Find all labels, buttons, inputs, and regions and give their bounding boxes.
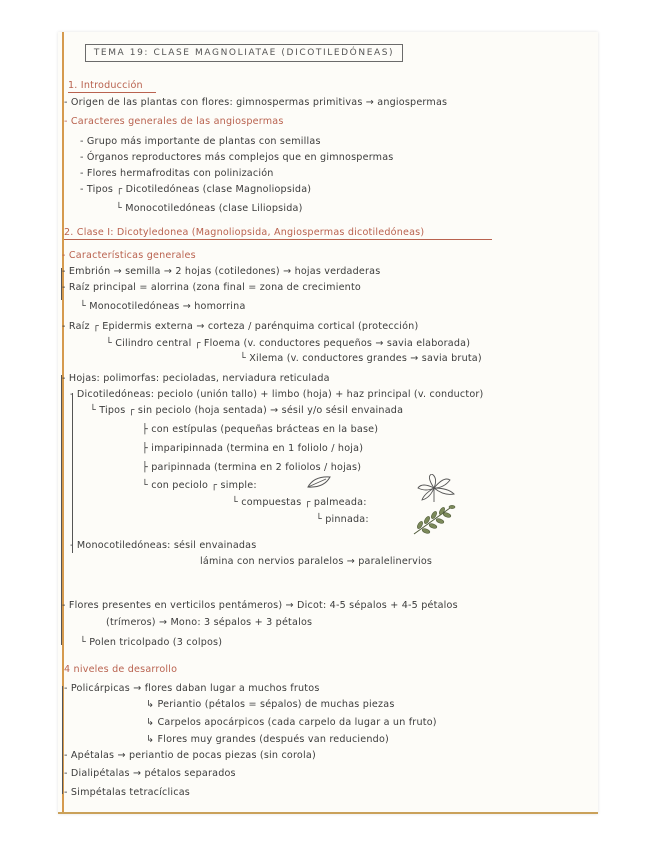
s1-line-1: - Origen de las plantas con flores: gimnospermas primitivas → angiospermas: [64, 97, 448, 108]
pinnate-leaf-icon: [410, 504, 456, 536]
s1-line-4: - Órganos reproductores más complejos que en gimnospermas: [80, 152, 394, 163]
s2-line-18: - Flores presentes en verticilos pentámeros) → Dicot: 4-5 sépalos + 4-5 pétalos: [62, 600, 458, 611]
s2-line-6: └ Xilema (v. conductores grandes → savia bruta): [240, 353, 482, 364]
s4-line-7: - Simpétalas tetracíclicas: [64, 787, 190, 798]
s2-line-10: ├ con estípulas (pequeñas brácteas en la base): [142, 424, 379, 435]
s2-line-4: - Raíz ┌ Epidermis externa → corteza / parénquima cortical (protección): [62, 321, 419, 332]
s4-line-5: - Apétalas → periantio de pocas piezas (sin corola): [64, 750, 316, 761]
s2-line-11: ├ imparipinnada (termina en 1 foliolo / hoja): [142, 443, 364, 454]
s2-line-20: └ Polen tricolpado (3 colpos): [80, 637, 223, 648]
s1-line-5: - Flores hermafroditas con polinización: [80, 168, 274, 179]
bracket-line: [61, 375, 62, 645]
s1-line-7: └ Monocotiledóneas (clase Liliopsida): [116, 203, 303, 214]
s2-line-9: └ Tipos ┌ sin peciolo (hoja sentada) → sésil y/o sésil envainada: [90, 405, 404, 416]
s2-line-13: └ con peciolo ┌ simple:: [142, 480, 257, 491]
s2-line-12: ├ paripinnada (termina en 2 foliolos / hojas): [142, 462, 362, 473]
s2-line-1: - Embrión → semilla → 2 hojas (cotiledones) → hojas verdaderas: [62, 266, 381, 277]
s2-line-8: - Dicotiledóneas: peciolo (unión tallo) + limbo (hoja) + haz principal (v. conductor): [70, 389, 484, 400]
section-1-underline: [68, 92, 156, 93]
s1-line-3: - Grupo más importante de plantas con semillas: [80, 136, 321, 147]
s2-line-16: - Monocotiledóneas: sésil envainadas: [70, 540, 257, 551]
s2-line-7: - Hojas: polimorfas: pecioladas, nerviadura reticulada: [62, 373, 330, 384]
palmate-leaf-icon: [414, 474, 466, 504]
s1-line-6: - Tipos ┌ Dicotiledóneas (clase Magnoliopsida): [80, 184, 312, 195]
section-2-heading: 2. Clase I: Dicotyledonea (Magnoliopsida, Angiospermas dicotiledóneas): [64, 227, 425, 238]
s4-line-1: - Policárpicas → flores daban lugar a muchos frutos: [64, 683, 320, 694]
s4-line-6: - Dialipétalas → pétalos separados: [64, 768, 236, 779]
s2-subheading: - Características generales: [62, 250, 196, 261]
s2-line-17: lámina con nervios paralelos → paralelinervios: [200, 556, 433, 567]
simple-leaf-icon: [306, 474, 334, 490]
s2-line-2: - Raíz principal = alorrina (zona final = zona de crecimiento: [62, 282, 361, 293]
s4-line-4: ↳ Flores muy grandes (después van reduciendo): [146, 734, 389, 745]
s4-line-2: ↳ Periantio (pétalos = sépalos) de muchas piezas: [146, 699, 395, 710]
section-2-underline: [64, 239, 492, 240]
notebook-page: [58, 32, 598, 814]
s2-line-19: (trímeros) → Mono: 3 sépalos + 3 pétalos: [106, 617, 313, 628]
s2-line-15: └ pinnada:: [316, 514, 369, 525]
bracket-line: [61, 268, 62, 300]
s2-line-3: └ Monocotiledóneas → homorrina: [80, 301, 246, 312]
section-1-heading: 1. Introducción: [68, 80, 143, 91]
s1-line-2: - Caracteres generales de las angiospermas: [64, 116, 284, 127]
s4-line-3: ↳ Carpelos apocárpicos (cada carpelo da lugar a un fruto): [146, 717, 437, 728]
page-title: TEMA 19: CLASE MAGNOLIATAE (DICOTILEDÓNEAS): [85, 44, 403, 62]
s2-line-5: └ Cilindro central ┌ Floema (v. conductores pequeños → savia elaborada): [106, 338, 471, 349]
bracket-line: [72, 393, 73, 553]
bracket-line: [62, 686, 63, 794]
s2-line-14: └ compuestas ┌ palmeada:: [232, 497, 367, 508]
section-4-heading: 4 niveles de desarrollo: [64, 664, 178, 675]
